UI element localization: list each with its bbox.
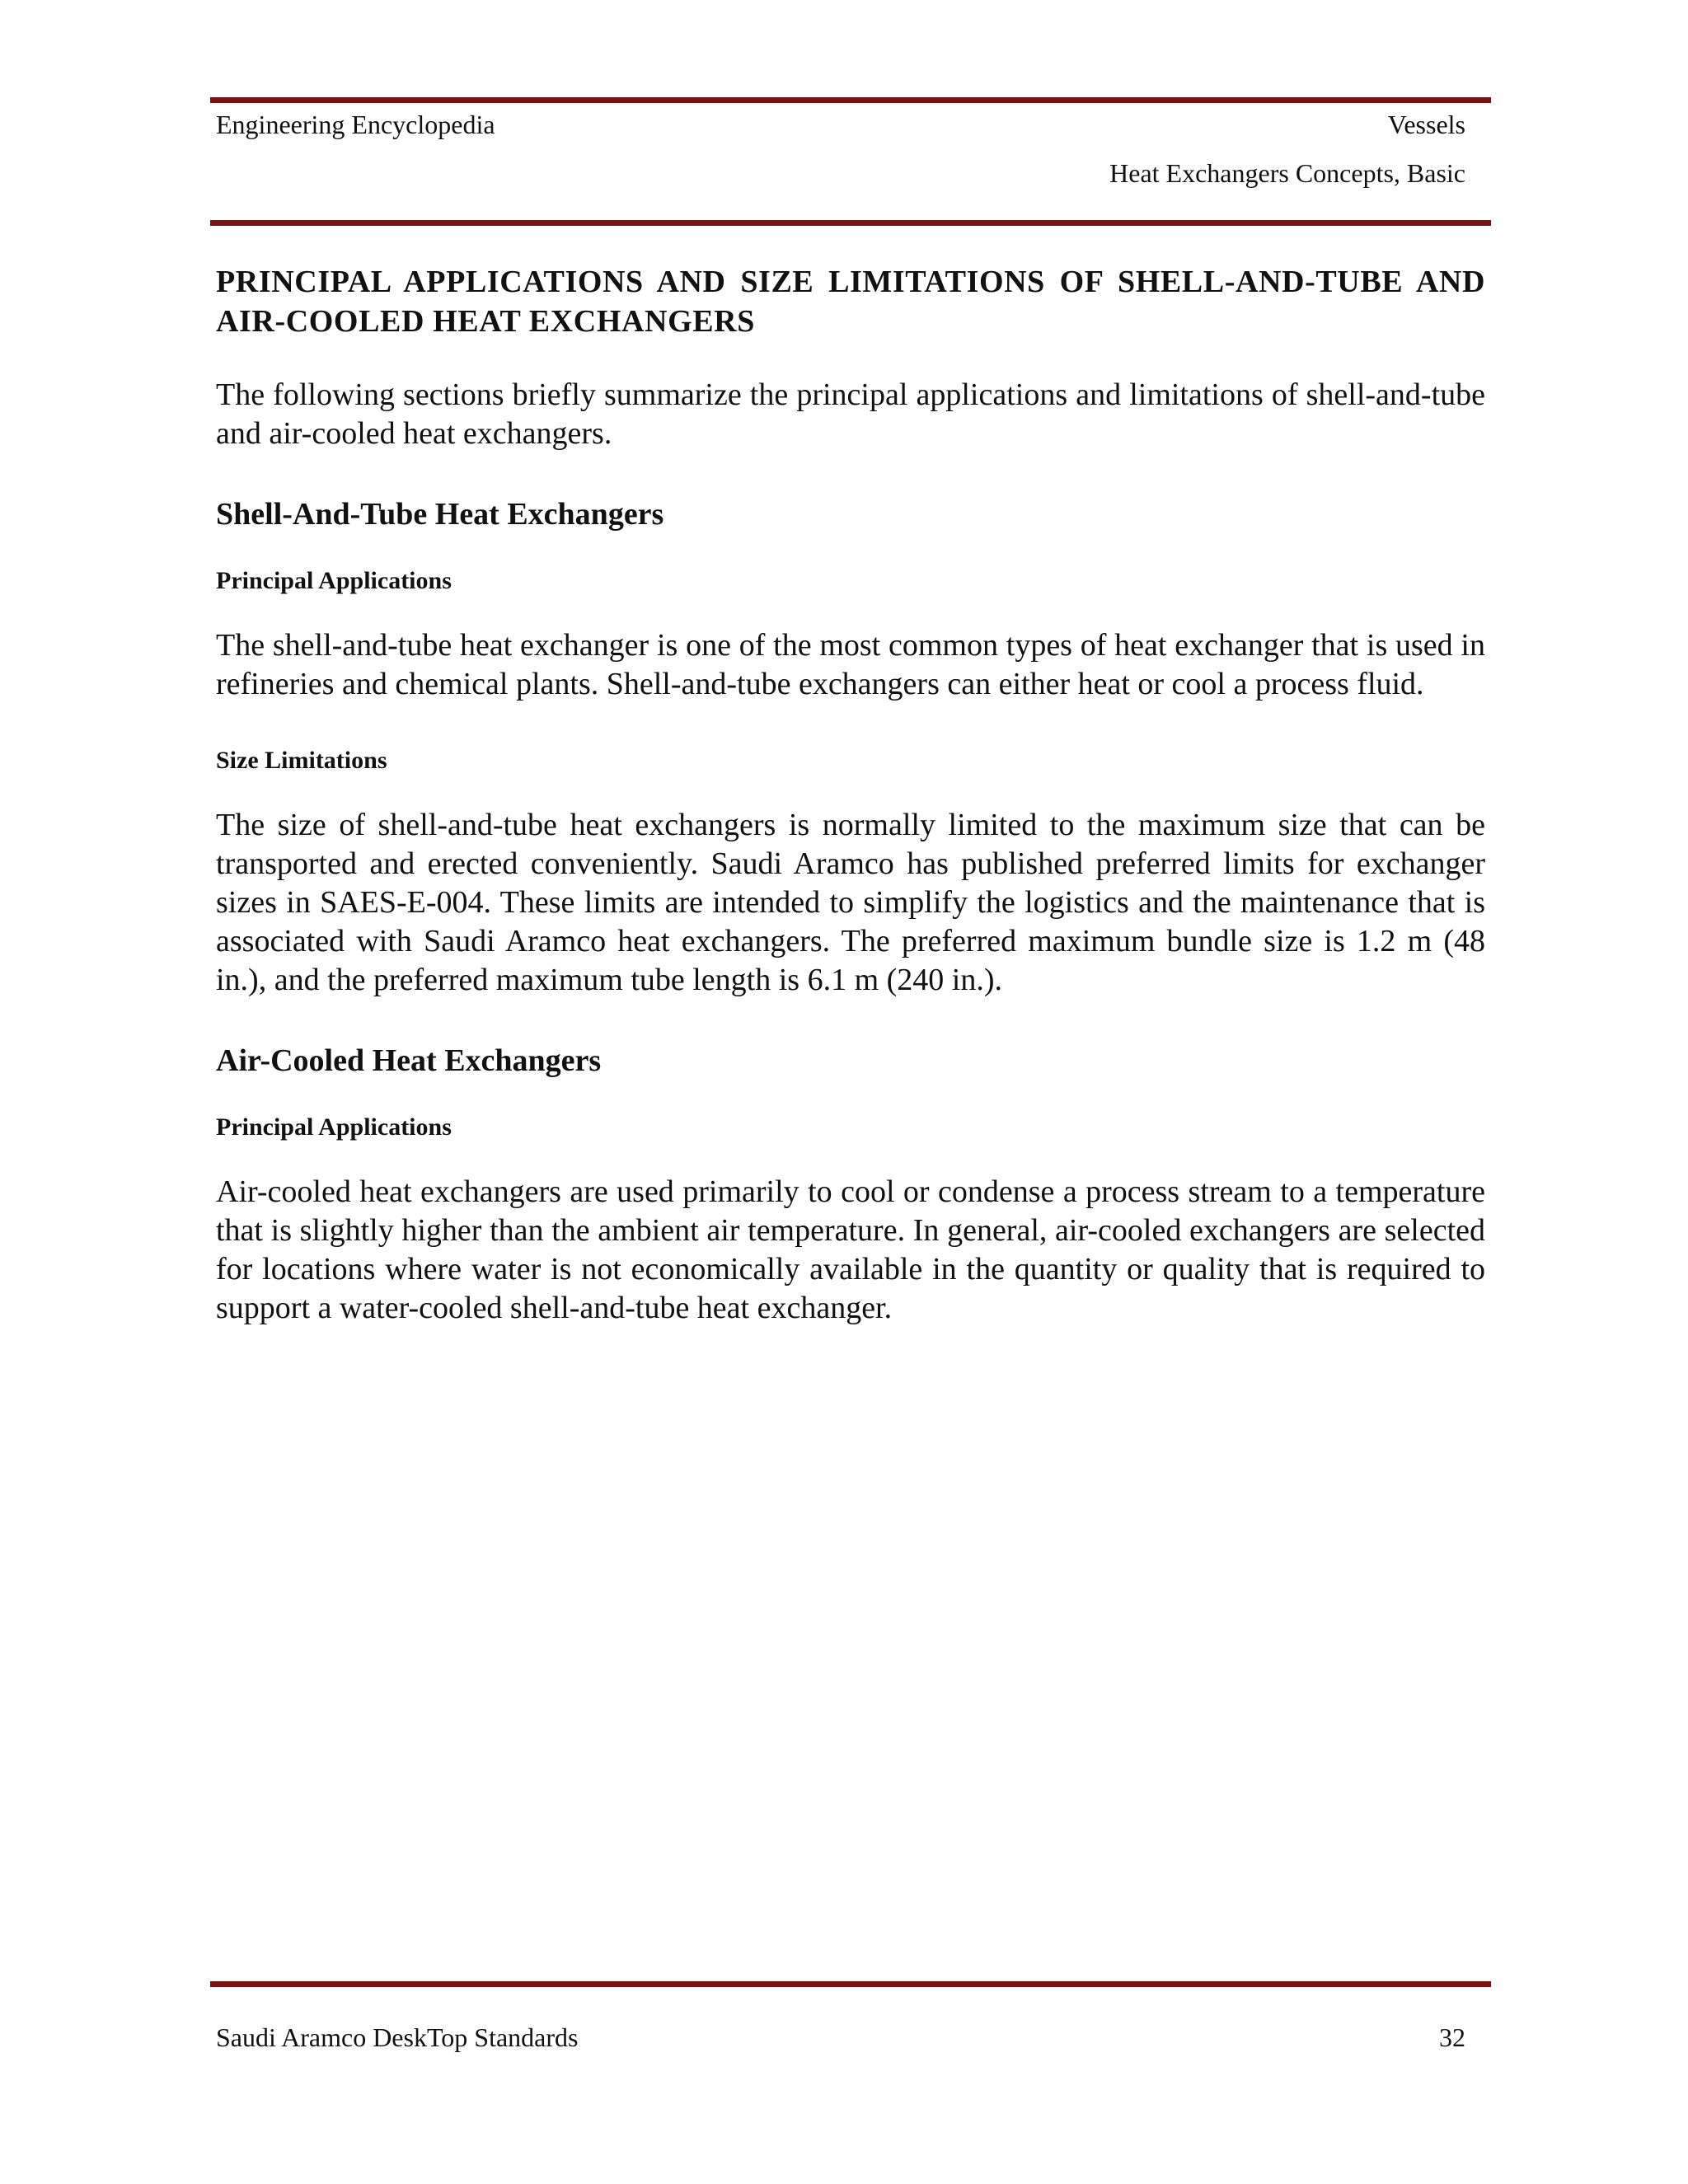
paragraph-shell-and-tube-applications: The shell-and-tube heat exchanger is one of the most common types of heat exchanger that is used in refineries and chemical plants. Shell-and-tube exchangers can either heat or cool a process fluid. (216, 628, 1485, 701)
header-left-text: Engineering Encyclopedia (216, 110, 495, 139)
page-title: PRINCIPAL APPLICATIONS AND SIZE LIMITATIONS OF SHELL-AND-TUBE AND AIR-COOLED HEAT EXCHANGERS (216, 265, 1485, 339)
header-right-text: Vessels (1387, 110, 1465, 139)
header-bottom-rule (210, 220, 1491, 226)
subsection-title-principal-applications: Principal Applications (216, 567, 452, 594)
footer-rule (210, 1981, 1491, 1987)
page-number: 32 (1439, 2022, 1465, 2052)
subsection-title-principal-applications-air-cooled: Principal Applications (216, 1113, 452, 1141)
subsection-title-size-limitations: Size Limitations (216, 747, 387, 774)
page-content (216, 262, 1485, 1328)
paragraph-air-cooled-applications: Air-cooled heat exchangers are used primarily to cool or condense a process stream to a temperature that is slightly higher than the ambient air temperature. In general, air-cooled exchangers are selected for locations where water is not economically available in the quantity or quality that is required to support a water-cooled shell-and-tube heat exchanger. (216, 1174, 1485, 1325)
header-subtitle: Heat Exchangers Concepts, Basic (1109, 158, 1465, 188)
footer-left-text: Saudi Aramco DeskTop Standards (216, 2022, 579, 2052)
header-top-rule (210, 97, 1491, 103)
paragraph-shell-and-tube-size-limitations: The size of shell-and-tube heat exchangers is normally limited to the maximum size that can be transported and erected conveniently. Saudi Aramco has published preferred limits for exchanger sizes in SAES-E-004. These limits are intended to simplify the logistics and the maintenance that is associated with Saudi Aramco heat exchangers. The preferred maximum bundle size is 1.2 m (48 in.), and the preferred maximum tube length is 6.1 m (240 in.). (216, 808, 1485, 997)
intro-paragraph: The following sections briefly summarize the principal applications and limitations of shell-and-tube and air-cooled heat exchangers. (216, 377, 1485, 451)
section-title-air-cooled: Air-Cooled Heat Exchangers (216, 1043, 602, 1078)
section-title-shell-and-tube: Shell-And-Tube Heat Exchangers (216, 497, 664, 532)
